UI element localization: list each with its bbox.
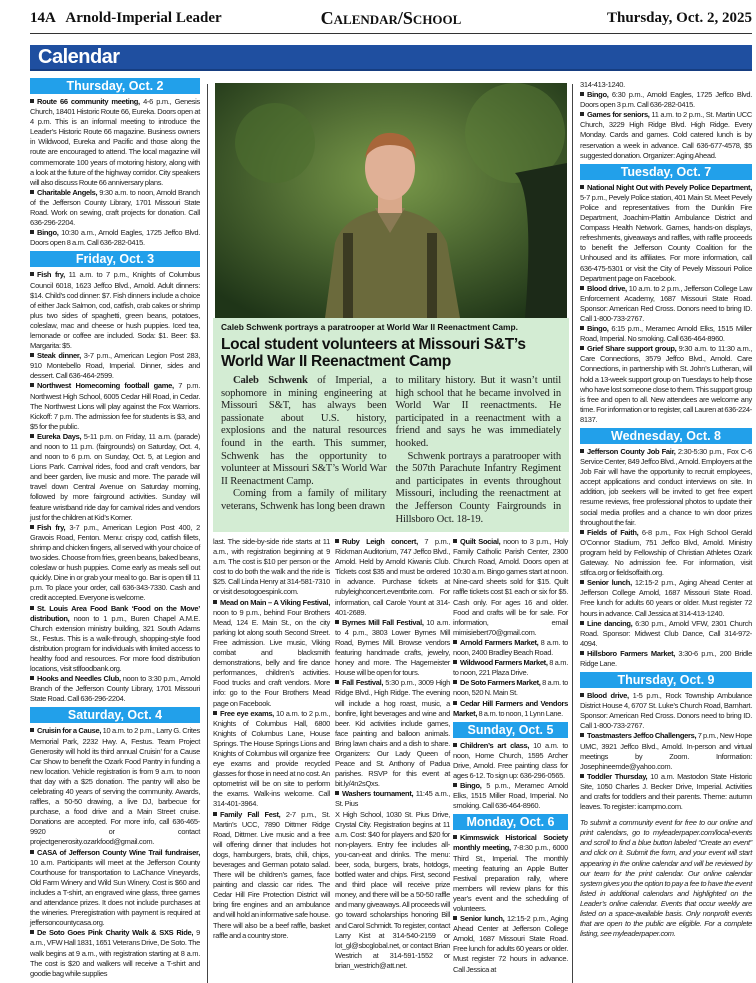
event-details: 7 p.m., Rickman Auditorium, 747 Jeffco Blvd., Arnold. Held by Arnold Kiwanis Club. Tickets cost $35 and must be ordered in advance. Purchase tickets at rubyleighconcert.eventbrite.com. For information, call Carole Yount at 314-401-2689. xyxy=(335,537,450,617)
event-title: Blood drive, xyxy=(587,283,627,293)
bullet-square-icon xyxy=(453,660,457,664)
article-paragraph: to military history. But it wasn’t until high school that he became involved in World War II reenactments. He participated in a reenactment with a friend and says he was immediately hooked. xyxy=(395,375,561,449)
article-column-2 xyxy=(396,375,562,526)
calendar-event xyxy=(30,351,200,381)
event-title: Bingo, xyxy=(460,781,482,791)
bullet-square-icon xyxy=(580,449,584,453)
calendar-event xyxy=(580,691,752,731)
calendar-event xyxy=(30,432,200,523)
event-details: 5:30 p.m., 3009 High Ridge Blvd., High Ridge. The evening will include a hog roast, music, a bonfire, light beverages and wine and beer. Kid activities include games, face painting and balloon animals. Bring lawn chairs and a dish to share. Organizers: Our Lady Queen of Peace and St. Anthony of Padua parishes. RSVP for this event at bit.ly/4n2sQxs. xyxy=(335,678,450,789)
calendar-event xyxy=(453,741,568,781)
bullet-square-icon xyxy=(30,353,34,357)
event-title: Fields of Faith, xyxy=(587,527,639,537)
event-details: 10 a.m. to noon, Home Church, 1595 Archer Drive, Arnold. Free painting class for ages 6-12. To sign up: 636-296-0565. xyxy=(453,740,569,780)
event-title: Mead on Main – A Viking Festival, xyxy=(220,597,330,607)
calendar-event xyxy=(453,658,568,678)
event-title: Bingo, xyxy=(587,90,609,100)
bullet-square-icon xyxy=(30,434,34,438)
event-details: 5 p.m., Meramec Arnold Elks, 1515 Miller Road, Imperial. No smoking. Call 636-464-8960. xyxy=(453,781,568,811)
day-header: Friday, Oct. 3 xyxy=(30,251,200,267)
calendar-column-1 xyxy=(30,78,200,979)
bullet-square-icon xyxy=(580,693,584,697)
event-title: Hooks and Needles Club, xyxy=(37,674,121,684)
bullet-square-icon xyxy=(580,92,584,96)
article-box xyxy=(213,318,569,532)
event-title: Fish fry, xyxy=(37,522,66,532)
event-title: Children’s art class, xyxy=(460,740,530,750)
event-details: X High School, 1030 St. Pius Drive, Crystal City. Registration begins at 11 a.m. Cost: $40 for players and $20 for non-players. Entry fee includes all-you-can-eat and drinks. The menu: beer, soda, burgers, brats, hotdogs, bottled water and chips. First, second and third place will receive prize money, and there will be a 50-50 raffle and many giveaways. All proceeds will go toward scholarships honoring Bill and Carol Schmidt. To register, contact Larry Kist at 314-540-2159 or lot_gl@sbcglobal.net, or contact Brian Westrich at 314-591-1552 or brian_westrich@att.net. xyxy=(335,809,450,970)
column-divider xyxy=(572,84,573,983)
calendar-event xyxy=(453,638,568,658)
submission-note: To submit a community event for free to our online and print calendars, go to myleaderpaper.com/local-events and scroll to find a blue button labeled “Create an event” and click on it. Submit the form, and your event will start appearing in the online calendar and will be reviewed by our team for the print calendar. Our online calendar system gives you the option to pay a fee to have the event listed in additional calendars and highlighted on the Leader’s online calendar. Events that occur weekly are listed on a space-available basis. Only nonprofit events that are open to the public are eligible. For a complete listing, see myleaderpaper.com. xyxy=(580,818,752,939)
event-details: 9 a.m., VFW Hall 1831, 1651 Veterans Drive, De Soto. The walk begins at 9 a.m., with registration starting at 8 a.m. The cost is $20 and walkers will receive a T-shirt and goodie bag while supplies xyxy=(30,928,200,978)
event-title: Free eye exams, xyxy=(220,708,274,718)
event-details: 2:30-5:30 p.m., Fox C-6 Service Center, 849 Jeffco Blvd., Arnold. Employers at the Job Fair will have the opportunity to recruit employees, accept applications and conduct interviews on site. In addition, job seekers will be invited to get free expert resume reviews, free professional photos to update their social media profiles and a chance to win door prizes throughout the fair. xyxy=(580,447,752,527)
event-details: 9:30 a.m. to noon, Arnold Branch of the Jefferson County Library, 1701 Missouri State Road. Work on sewing, craft projects for donation. Call 636-296-2204. xyxy=(30,187,200,228)
event-details: 7 p.m., New Hope UMC, 3921 Jeffco Blvd., Arnold. In-person and virtual meetings by Zoom. Information: Josephineemde@yahoo.com. xyxy=(580,731,752,771)
calendar-event xyxy=(580,578,752,618)
article-paragraph: Coming from a family of military veterans, Schwenk has long been drawn xyxy=(221,488,387,512)
paratrooper-photo-image xyxy=(215,83,567,318)
event-details: 9:30 a.m. to 11:30 a.m., Care Connections, 3579 Jeffco Blvd., Arnold. Care Connections, in partnership with St. John’s Lutheran, will hold a 13-week support group on Tuesdays to help those who have lost someone close to them. This support group is free and open to all. New attendees are welcome any time. For information or to register, call Lauren at 636-224-8137. xyxy=(580,344,752,424)
event-details: last. The side-by-side ride starts at 11 a.m., with registration beginning at 9 a.m. The cost is $10 per person or the cost to do both the walk and the ride is $25. Call Linda Henry at 314-581-7310 or visit desotogoespink.com. xyxy=(213,537,330,597)
calendar-event xyxy=(30,270,200,351)
event-title: Line dancing, xyxy=(587,618,633,628)
bullet-square-icon xyxy=(580,621,584,625)
calendar-event xyxy=(335,537,450,618)
calendar-event xyxy=(30,381,200,431)
article-lead-name: Caleb Schwenk xyxy=(233,375,308,386)
bullet-square-icon xyxy=(580,530,584,534)
calendar-event xyxy=(335,789,450,809)
event-details: 5-7 p.m., Pevely Police station, 401 Main St. Meet Pevely Police and representatives from the Dunklin Fire Department, Joachim-Plattin Ambulance District and Compass Health Network. Games, hands-on displays, refreshments, giveaways and raffles, with raffle proceeds to benefit the Jefferson County Coalition for the Unhoused and its affiliates. For more information, call 636-475-5301 or visit the City of Pevely Missouri Police Department page on Facebook. xyxy=(580,192,752,283)
bullet-square-icon xyxy=(30,850,34,854)
page-number-paper-name: 14A Arnold-Imperial Leader xyxy=(30,10,222,26)
event-title: Blood drive, xyxy=(587,691,629,701)
event-details: 10 a.m. to 2 p.m., Jefferson College Law Enforcement Academy, 1687 Missouri State Road. Sponsor: American Red Cross. Donors need to bring ID. Call 1-800-733-2767. xyxy=(580,283,752,323)
calendar-event xyxy=(580,619,752,649)
issue-date: Thursday, Oct. 2, 2025 xyxy=(606,10,752,26)
event-details: 10 a.m. Participants will meet at the Jefferson County Courthouse for transportation to LaChance Vineyards, Old Farm Winery and Wild Sun Winery. Cost is $60 and includes a T-shirt, an engraved wine glass, three games and attendance prizes. It does not include purchases at the wineries. Preregistration with payment is required at jeffersoncountycasa.org. xyxy=(30,857,200,928)
event-details: 6:30 p.m., Arnold Eagles, 1725 Jeffco Blvd. Doors open 3 p.m. Call 636-282-0415. xyxy=(580,90,752,110)
bullet-square-icon xyxy=(580,326,584,330)
calendar-event xyxy=(580,284,752,324)
event-title: Arnold Farmers Market, xyxy=(460,637,539,647)
event-title: Toddler Thursday, xyxy=(587,771,648,781)
day-header: Wednesday, Oct. 8 xyxy=(580,428,752,444)
day-header: Saturday, Oct. 4 xyxy=(30,707,200,723)
event-details: 6:30 p.m., Arnold VFW, 2301 Church Road. Sponsor: Midwest Club Dance, Call 314-972-4094. xyxy=(580,618,752,648)
event-title: Cedar Hill Farmers and Vendors Market, xyxy=(453,698,568,718)
calendar-event xyxy=(335,618,450,679)
bullet-square-icon xyxy=(453,783,457,787)
bullet-square-icon xyxy=(580,286,584,290)
event-details: 3-7 p.m., American Legion Post 283, 910 Montebello Road, Imperial. Dinner, sides and dessert. Call 636-464-2599. xyxy=(30,351,200,381)
page-header xyxy=(30,6,752,34)
calendar-event xyxy=(453,833,568,914)
bullet-square-icon xyxy=(580,346,584,350)
event-details: noon to 1 p.m., Buren Chapel A.M.E. Church extension ministry building, 321 South Adams St., Festus. This is a walk-through, shopping-style food distribution program for individuals with limited access to healthy food and resources. For more food distribution locations, visit stlfoodbank.org. xyxy=(30,613,200,674)
event-details: 8 a.m. to noon, 520 N. Main St. xyxy=(453,678,568,698)
calendar-event xyxy=(580,731,752,771)
event-details: 12:15-2 p.m., Aging Ahead Center at Jefferson College Arnold, 1687 Missouri State Road. Free lunch for adults 60 years or older. Must register 72 hours in advance. Call Jessica at 314-413-1240. xyxy=(580,578,752,618)
bullet-square-icon xyxy=(453,701,457,705)
event-details: 3:30-6 p.m., 200 Bridle Ridge Lane. xyxy=(580,648,752,668)
bullet-square-icon xyxy=(453,743,457,747)
bullet-square-icon xyxy=(335,791,339,795)
day-header: Thursday, Oct. 9 xyxy=(580,672,752,688)
bullet-square-icon xyxy=(30,606,34,610)
bullet-square-icon xyxy=(30,230,34,234)
calendar-event xyxy=(580,649,752,669)
event-title: De Soto Goes Pink Charity Walk & SXS Ride, xyxy=(37,928,194,938)
bullet-square-icon xyxy=(30,728,34,732)
event-details: 2-7 p.m., St. Martin’s UCC, 7890 Dittmer Ridge Road, Dittmer. Live music and a free will offering dinner that includes hot dogs, hamburgers, brats, chili, chips, beverages and German potato salad. There will be children’s games, face painting and classic car rides. The Cedar Hill Fire Protection District will bring fire engines and an ambulance and will hold an informative safe house. There will also be a beef raffle, basket raffle and a country store. xyxy=(213,809,331,940)
event-details: 8 a.m. to noon, 221 Plaza Drive. xyxy=(453,658,568,678)
event-title: Northwest Homecoming football game, xyxy=(37,381,174,391)
event-title: Bingo, xyxy=(587,324,609,334)
event-details: 10 a.m. Mastodon State Historic Site, 1050 Charles J. Becker Drive, Imperial. Activities and crafts for toddlers and their parents. Theme: autumn leaves. To register: icampmo.com. xyxy=(580,771,752,812)
bullet-square-icon xyxy=(30,525,34,529)
event-title: Senior lunch, xyxy=(587,578,632,588)
event-title: Grief Share support group, xyxy=(587,344,677,354)
bullet-square-icon xyxy=(580,580,584,584)
event-title: CASA of Jefferson County Wine Trail fundraiser, xyxy=(37,847,200,857)
event-title: Hillsboro Farmers Market, xyxy=(587,648,676,658)
bullet-square-icon xyxy=(30,99,34,103)
calendar-event xyxy=(580,110,752,160)
calendar-event xyxy=(30,848,200,929)
event-details: 10 a.m. to 2 p.m., Larry G. Crites Memorial Park, 2232 Hwy. A, Festus. Team Project Generosity will hold its third annual Cruisin’ for a Cause Car Show to benefit the Ozark Food Pantry in funding a new location. Vehicle registration is from 9 a.m. to noon that day with a $25 donation. The pantry will also be celebrating 40 years of serving the community. Awards, raffles, a 50-50 drawing, a live DJ, barbecue for purchase, a food drive and a Main Street cruise. Donations are accepted. For more info, call 636-465-9920 or contact projectgenerosity.ozarkfood@gmail.com. xyxy=(30,726,200,847)
event-details: 7 p.m. Northwest High School, 6005 Cedar Hill Road, in Cedar. The Northwest Lions will play against the Fox Warriors. Kickoff: 7 p.m. The admission fee for students is $3, and $5 for the public. xyxy=(30,381,200,431)
calendar-event xyxy=(453,678,568,698)
article-column-1 xyxy=(221,375,387,526)
bullet-square-icon xyxy=(580,774,584,778)
bullet-square-icon xyxy=(453,680,457,684)
bullet-square-icon xyxy=(30,383,34,387)
event-details: 10:30 a.m., Arnold Eagles, 1725 Jeffco Blvd. Doors open 8 a.m. Call 636-282-0415. xyxy=(30,228,200,248)
bullet-square-icon xyxy=(335,539,339,543)
banner-title: Calendar xyxy=(38,46,120,68)
photo-caption: Caleb Schwenk portrays a paratrooper at World War II Reenactment Camp. xyxy=(221,322,518,332)
event-title: St. Louis Area Food Bank ‘Food on the Move’ distribution, xyxy=(30,603,200,623)
calendar-column-4 xyxy=(453,537,568,975)
calendar-column-2 xyxy=(213,537,330,941)
day-header: Tuesday, Oct. 7 xyxy=(580,164,752,180)
day-header: Monday, Oct. 6 xyxy=(453,814,568,830)
article-headline: Local student volunteers at Missouri S&T’s World War II Reenactment Camp xyxy=(221,336,526,370)
event-title: Kimmswick Historical Society monthly meeting, xyxy=(453,833,568,853)
event-title: Bingo, xyxy=(37,228,59,238)
event-details: 6:15 p.m., Meramec Arnold Elks, 1515 Miller Road, Imperial. No smoking. Call 636-464-8960. xyxy=(580,324,752,344)
calendar-event xyxy=(453,537,568,638)
section-title: Calendar/School xyxy=(320,8,462,28)
event-title: Ruby Leigh concert, xyxy=(342,537,418,546)
bullet-square-icon xyxy=(580,651,584,655)
bullet-square-icon xyxy=(453,539,457,543)
bullet-square-icon xyxy=(453,916,457,920)
bullet-square-icon xyxy=(335,620,339,624)
event-details: 12:15-2 p.m., Aging Ahead Center at Jefferson College Arnold, 1687 Missouri State Road. Free lunch for adults 60 years or older. Must register 72 hours in advance. Call Jessica at xyxy=(453,914,568,974)
calendar-event xyxy=(580,90,752,110)
event-details: 11:45 a.m., St. Pius xyxy=(335,789,450,809)
event-details: noon to 3:30 p.m., Arnold Branch of the Jefferson County Library, 1701 Missouri State Road. Call 636-296-2204. xyxy=(30,674,201,704)
event-title: Senior lunch, xyxy=(460,914,505,924)
event-details: 5-11 p.m. on Friday, 11 a.m. (parade) and noon to 11 p.m. (fairgrounds) on Saturday, Oct. 4, and noon to 6 p.m. on Sunday, Oct. 5, at Legion and Lions Park. Carnival rides, food and craft vendors, bar and beer garden, live music and more. The parade will travel down Central Avenue on Saturday morning, followed by more fairground activities. Sunday will feature wristband ride day for carnival rides and vendors just for the children at Kid’s Korner. xyxy=(30,431,200,522)
event-title: Quilt Social, xyxy=(460,537,501,546)
bullet-square-icon xyxy=(30,676,34,680)
event-title: Toastmasters Jeffco Challengers, xyxy=(587,731,697,741)
event-title: Byrnes Mill Fall Festival, xyxy=(342,617,424,627)
bullet-square-icon xyxy=(580,185,584,189)
event-title: National Night Out with Pevely Police Department, xyxy=(587,182,752,192)
day-header: Thursday, Oct. 2 xyxy=(30,78,200,94)
bullet-square-icon xyxy=(580,733,584,737)
calendar-event xyxy=(30,523,200,604)
bullet-square-icon xyxy=(213,812,217,816)
event-details: 4-6 p.m., Genesis Church, 18401 Historic Route 66, Eureka. Doors open at 4 p.m. This is an informal meeting to introduce the Leader’s Historic Route 66 magazine. Business owners in Wildwood, Eureka and Pacific and those along the route are encouraged to attend. The local magazine will commemorate 100 years of motoring history, along with a look at the future of the highway corridor. City speakers will also discuss Route 66 anniversary plans. xyxy=(30,97,200,187)
bullet-square-icon xyxy=(30,190,34,194)
event-details: 8 a.m. to noon, 1 Lynn Lane. xyxy=(477,708,563,718)
event-details: noon to 9 p.m., behind Four Brothers Mead, 124 E. Main St., on the city parking lot along south Second Street. Free admission. Live music, Viking combat and blacksmith demonstrations, belly and fire dance performances, children’s activities. Food trucks and craft vendors. More info: go to the Four Brothers Mead page on Facebook. xyxy=(213,607,330,708)
calendar-event xyxy=(213,537,330,598)
bullet-square-icon xyxy=(213,711,217,715)
calendar-event xyxy=(213,810,330,941)
calendar-event xyxy=(30,928,200,978)
event-details: 7-8:30 p.m., 6000 Third St., Imperial. The monthly meeting featuring an Apple Butter Festival preparation rally, where members will review plans for this year’s event and the scheduling of volunteers. xyxy=(453,843,569,913)
bullet-square-icon xyxy=(335,680,339,684)
calendar-event xyxy=(30,97,200,188)
calendar-event xyxy=(580,528,752,578)
bullet-square-icon xyxy=(580,112,584,116)
event-details: 11 a.m. to 7 p.m., Knights of Columbus Council 6018, 1623 Jeffco Blvd., Arnold. Adult dinners: $14. Child’s cod dinner: $7. Fish dinners include a choice of either Jack Salmon, cod, catfish, crab cakes or shrimp plus two sides of spaghetti, green beans, potatoes, coleslaw, mac and cheese or hush puppies. Iced tea, lemonade or coffee are included. Soda: $1. Beer: $3. Margarita: $5. xyxy=(30,270,200,351)
bullet-square-icon xyxy=(453,835,457,839)
calendar-event xyxy=(30,604,200,675)
event-details: 10 a.m. to 2 p.m., Knights of Columbus Hall, 6800 Knights of Columbus Lane, House Springs. The House Springs Lions and Knights of Columbus will organize free eye exams and provide recycled glasses for those in need at no cost. An optometrist will be on site to perform the exams. Walk-ins welcome. Call 314-401-3964. xyxy=(213,708,330,809)
event-details: 3-7 p.m., American Legion Post 400, 2 Gravois Road, Fenton. Menu: crispy cod, catfish fillets, shrimp and chicken fingers, all served with your choice of two sides. Choose from fries, green beans, baked beans, coleslaw or hush puppies. Come early as meals sell out quickly. Dine in or grab your meal to go. Bar is open till 11 p.m. To place your order, call 636-343-7330. Cash and credit accepted. Everyone is welcome. xyxy=(30,522,200,603)
calendar-event xyxy=(30,726,200,847)
event-details: 10 a.m. to 4 p.m., 3803 Lower Byrnes Mill Road, Byrnes Mill. Browse vendors featuring handmade crafts, jewelry, honey and more. The Hagemeister House will be open for tours. xyxy=(335,617,450,678)
event-details: 11 a.m. to 2 p.m., St. Martin UCC Church, 3229 High Ridge Blvd. High Ridge. Every Monday. Cards and games. Cold catered lunch is by reservation a week in advance. Call 636-677-4578, $5 suggested donation. Organizer: Aging Ahead. xyxy=(580,110,752,160)
event-details: 314-413-1240. xyxy=(580,80,625,89)
column-divider xyxy=(207,84,208,983)
calendar-column-5 xyxy=(580,80,752,939)
bullet-square-icon xyxy=(213,600,217,604)
event-title: Cruisin for a Cause, xyxy=(37,726,102,736)
calendar-event xyxy=(580,324,752,344)
event-title: Eureka Days, xyxy=(37,431,82,441)
calendar-event xyxy=(580,772,752,812)
calendar-event xyxy=(453,914,568,975)
event-title: Family Fall Fest, xyxy=(220,809,281,819)
calendar-event xyxy=(30,188,200,228)
calendar-column-3 xyxy=(335,537,450,971)
calendar-event xyxy=(213,709,330,810)
article-photo xyxy=(215,83,567,318)
calendar-event xyxy=(335,810,450,972)
calendar-event xyxy=(453,781,568,811)
calendar-event xyxy=(335,678,450,789)
calendar-event xyxy=(580,447,752,528)
event-title: Steak dinner, xyxy=(37,351,81,361)
bullet-square-icon xyxy=(30,930,34,934)
article-paragraph: Schwenk portrays a paratrooper with the 507th Parachute Infantry Regiment and participates in events throughout Missouri, including the reenactment at the Jefferson County Fairgrounds in Hillsboro Oct. 18-19. xyxy=(395,450,561,525)
calendar-event xyxy=(30,674,200,704)
event-details: 1-5 p.m., Rock Township Ambulance District House 4, 6707 St. Luke’s Church Road, Barnhart. Sponsor: American Red Cross. Donors need to bring ID. Call 1-800-733-2767. xyxy=(580,691,752,731)
event-details: 6-8 p.m., Fox High School Gerald O’Connor Stadium, 751 Jeffco Blvd, Arnold. Ministry program held by Fellowship of Christian Athletes Ozark Gateway. No admission fee. For information, visit stlfca.org or fieldsoffaith.org. xyxy=(580,527,752,578)
bullet-square-icon xyxy=(453,640,457,644)
calendar-event xyxy=(30,228,200,248)
bullet-square-icon xyxy=(30,272,34,276)
event-title: Fish fry, xyxy=(37,270,65,280)
calendar-event xyxy=(453,699,568,719)
event-title: Charitable Angels, xyxy=(37,187,98,197)
article-paragraph: of Imperial, a sophomore in mining engineering at Missouri S&T, has always been passionate about U.S. history, explosions and the natural resources found in the earth. This summer, Schwenk has the opportunity to volunteer at Missouri S&T’s World War II Reenactment Camp. xyxy=(221,375,387,487)
calendar-event xyxy=(580,183,752,284)
event-title: Wildwood Farmers Market, xyxy=(460,658,548,668)
calendar-event xyxy=(580,80,752,90)
calendar-banner xyxy=(30,45,752,71)
event-title: Washers tournament, xyxy=(342,789,414,799)
event-details: noon to 3 p.m., Holy Family Catholic Parish Center, 2300 Church Road, Arnold. Doors open at 10:30 a.m. Bingo games start at noon. Nine-card sheets sold for $15. Quilt raffle tickets cost $1 each or six for $5. Cash only. For ages 16 and older. Food and crafts will be for sale. For information, email mimisiebert70@gmail.com. xyxy=(453,537,568,637)
event-details: 8 a.m. to noon, 2400 Bradley Beach Road. xyxy=(453,637,568,658)
event-title: Games for seniors, xyxy=(587,110,650,120)
event-title: Route 66 community meeting, xyxy=(37,97,140,106)
calendar-event xyxy=(213,598,330,709)
event-title: Fall Festival, xyxy=(342,678,384,688)
event-title: De Soto Farmers Market, xyxy=(460,678,541,688)
calendar-event xyxy=(580,344,752,425)
event-title: Jefferson County Job Fair, xyxy=(587,447,676,456)
day-header: Sunday, Oct. 5 xyxy=(453,722,568,738)
